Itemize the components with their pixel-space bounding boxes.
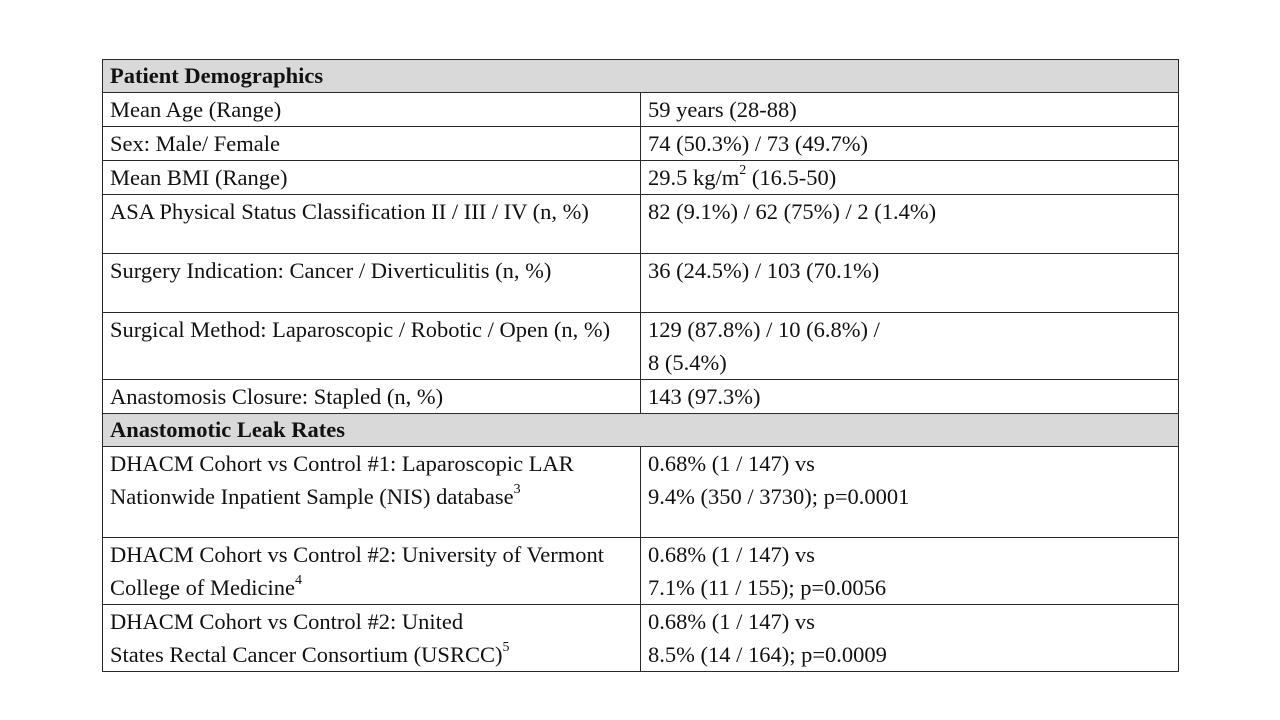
- value-line: 7.1% (11 / 155); p=0.0056: [648, 575, 887, 600]
- row-label: Anastomosis Closure: Stapled (n, %): [103, 380, 641, 414]
- value-line: 129 (87.8%) / 10 (6.8%) /: [648, 317, 880, 342]
- citation-superscript: 3: [513, 482, 521, 498]
- row-value: [641, 605, 1179, 672]
- row-label: Surgery Indication: Cancer / Diverticulitis (n, %): [103, 254, 641, 313]
- row-value: 82 (9.1%) / 62 (75%) / 2 (1.4%): [641, 195, 1179, 254]
- citation-superscript: 4: [294, 573, 302, 589]
- table-row: [103, 195, 1179, 254]
- row-label: [103, 447, 641, 538]
- row-value: [641, 313, 1179, 380]
- row-value: 74 (50.3%) / 73 (49.7%): [641, 127, 1179, 161]
- row-value: 36 (24.5%) / 103 (70.1%): [641, 254, 1179, 313]
- table-row: [103, 380, 1179, 414]
- table-row: [103, 161, 1179, 195]
- section-header-demographics: [103, 60, 1179, 93]
- row-value: [641, 161, 1179, 195]
- label-text: States Rectal Cancer Consortium (USRCC): [110, 642, 503, 667]
- label-line: DHACM Cohort vs Control #2: United: [110, 609, 464, 634]
- value-line: 0.68% (1 / 147) vs: [648, 609, 815, 634]
- table-row: [103, 538, 1179, 605]
- label-line: DHACM Cohort vs Control #1: Laparoscopic LAR: [110, 451, 574, 476]
- row-label: Mean BMI (Range): [103, 161, 641, 195]
- section-header-leak-rates: [103, 414, 1179, 447]
- table-row: [103, 254, 1179, 313]
- label-line: [110, 638, 633, 671]
- citation-superscript: 5: [502, 640, 510, 656]
- value-text: 29.5 kg/m: [648, 165, 740, 190]
- value-line: 0.68% (1 / 147) vs: [648, 451, 815, 476]
- row-value: 143 (97.3%): [641, 380, 1179, 414]
- label-text: College of Medicine: [110, 575, 295, 600]
- label-text: Nationwide Inpatient Sample (NIS) database: [110, 484, 514, 509]
- label-line: [110, 480, 633, 513]
- row-label: ASA Physical Status Classification II / III / IV (n, %): [103, 195, 641, 254]
- table-row: [103, 313, 1179, 380]
- row-label: Mean Age (Range): [103, 93, 641, 127]
- table-row: [103, 93, 1179, 127]
- label-line: [110, 571, 633, 604]
- value-line: 8.5% (14 / 164); p=0.0009: [648, 642, 887, 667]
- value-line: 0.68% (1 / 147) vs: [648, 542, 815, 567]
- row-value: [641, 447, 1179, 538]
- row-label: Sex: Male/ Female: [103, 127, 641, 161]
- label-line: DHACM Cohort vs Control #2: University of Vermont: [110, 542, 604, 567]
- value-line: 9.4% (350 / 3730); p=0.0001: [648, 484, 910, 509]
- value-text: (16.5-50): [746, 165, 837, 190]
- row-label: [103, 605, 641, 672]
- superscript: 2: [739, 163, 747, 179]
- table-row: [103, 447, 1179, 538]
- section-title: Anastomotic Leak Rates: [103, 414, 1179, 447]
- table-row: [103, 605, 1179, 672]
- row-label: Surgical Method: Laparoscopic / Robotic / Open (n, %): [103, 313, 641, 380]
- section-title: Patient Demographics: [103, 60, 1179, 93]
- row-value: 59 years (28-88): [641, 93, 1179, 127]
- value-line: 8 (5.4%): [648, 350, 727, 375]
- table-row: [103, 127, 1179, 161]
- row-value: [641, 538, 1179, 605]
- row-label: [103, 538, 641, 605]
- results-table: [102, 59, 1179, 672]
